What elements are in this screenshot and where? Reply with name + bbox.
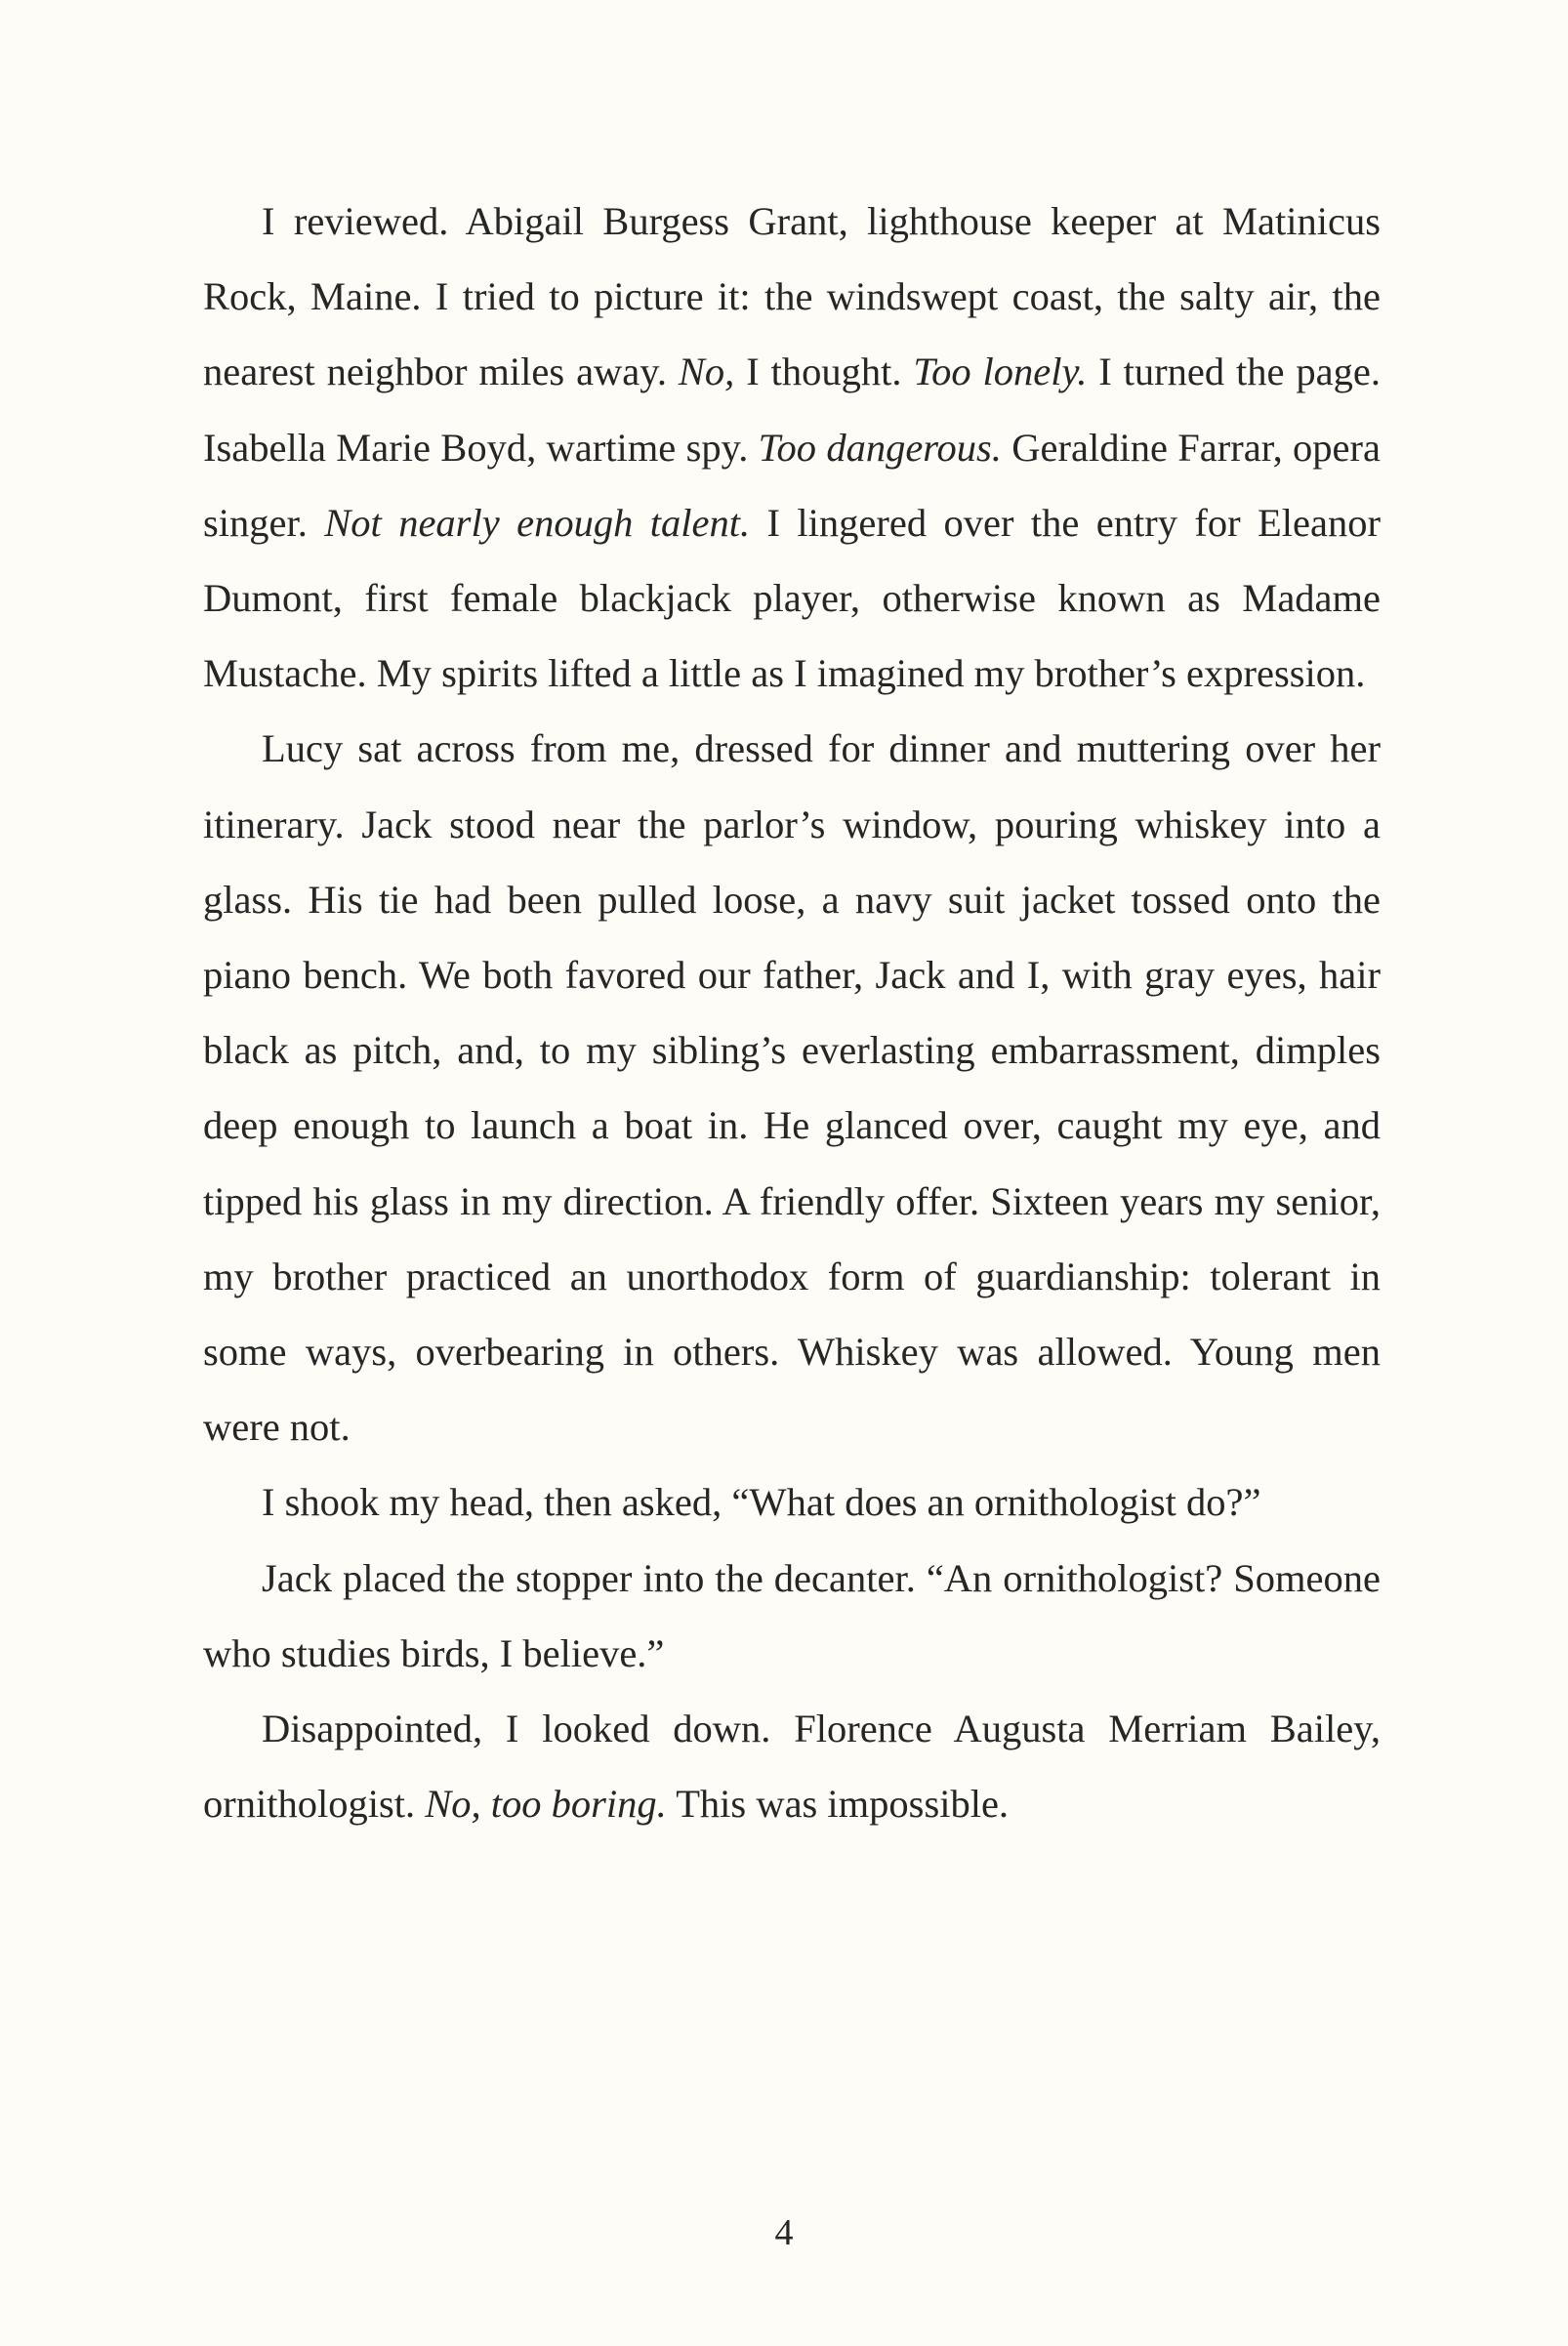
paragraph-5	[203, 1691, 1381, 1841]
text-segment: I reviewed. Abigail Burgess Grant, lighthouse keeper at Matinicus Rock, Maine. I tried to picture it: the windswept coast, the salty air, the nearest neighbor miles away.	[203, 199, 1381, 394]
text-segment: I shook my head, then asked, “What does an ornithologist do?”	[262, 1480, 1261, 1525]
text-segment: Jack placed the stopper into the decanter. “An ornithologist? Someone who studies birds, I believe.”	[203, 1555, 1381, 1675]
text-segment: Disappointed, I looked down. Florence Augusta Merriam Bailey, ornithologist.	[203, 1707, 1381, 1827]
italic-segment: Too lonely.	[913, 350, 1088, 394]
italic-segment: No, too boring.	[425, 1782, 667, 1827]
italic-segment: Too dangerous.	[758, 425, 1002, 470]
text-segment: This was impossible.	[666, 1782, 1010, 1827]
text-segment: I thought.	[734, 350, 914, 394]
text-segment: I lingered over the entry for Eleanor Dumont, first female blackjack player, otherwise known as Madame Mustache. My spirits lifted a little as I imagined my brother’s expression.	[203, 500, 1381, 696]
page-number: 4	[774, 2212, 794, 2253]
text-segment: Lucy sat across from me, dressed for dinner and muttering over her itinerary. Jack stood near the parlor’s window, pouring whiskey into a glass. His tie had been pulled loose, a navy suit jacket tossed onto the piano bench. We both favored our father, Jack and I, with gray eyes, hair black as pitch, and, to my sibling’s everlasting embarrassment, dimples deep enough to launch a boat in. He glanced over, caught my eye, and tipped his glass in my direction. A friendly offer. Sixteen years my senior, my brother practiced an unorthodox form of guardianship: tolerant in some ways, overbearing in others. Whiskey was allowed. Young men were not.	[203, 726, 1381, 1450]
body-text	[203, 184, 1381, 1841]
paragraph-3	[203, 1464, 1381, 1540]
paragraph-1	[203, 184, 1381, 711]
paragraph-4	[203, 1541, 1381, 1691]
text-segment: Geraldine Farrar, opera singer.	[203, 425, 1381, 545]
text-segment: I turned the page. Isabella Marie Boyd, wartime spy.	[203, 350, 1381, 470]
paragraph-2	[203, 711, 1381, 1464]
italic-segment: Not nearly enough talent.	[324, 500, 751, 545]
italic-segment: No,	[678, 350, 735, 394]
